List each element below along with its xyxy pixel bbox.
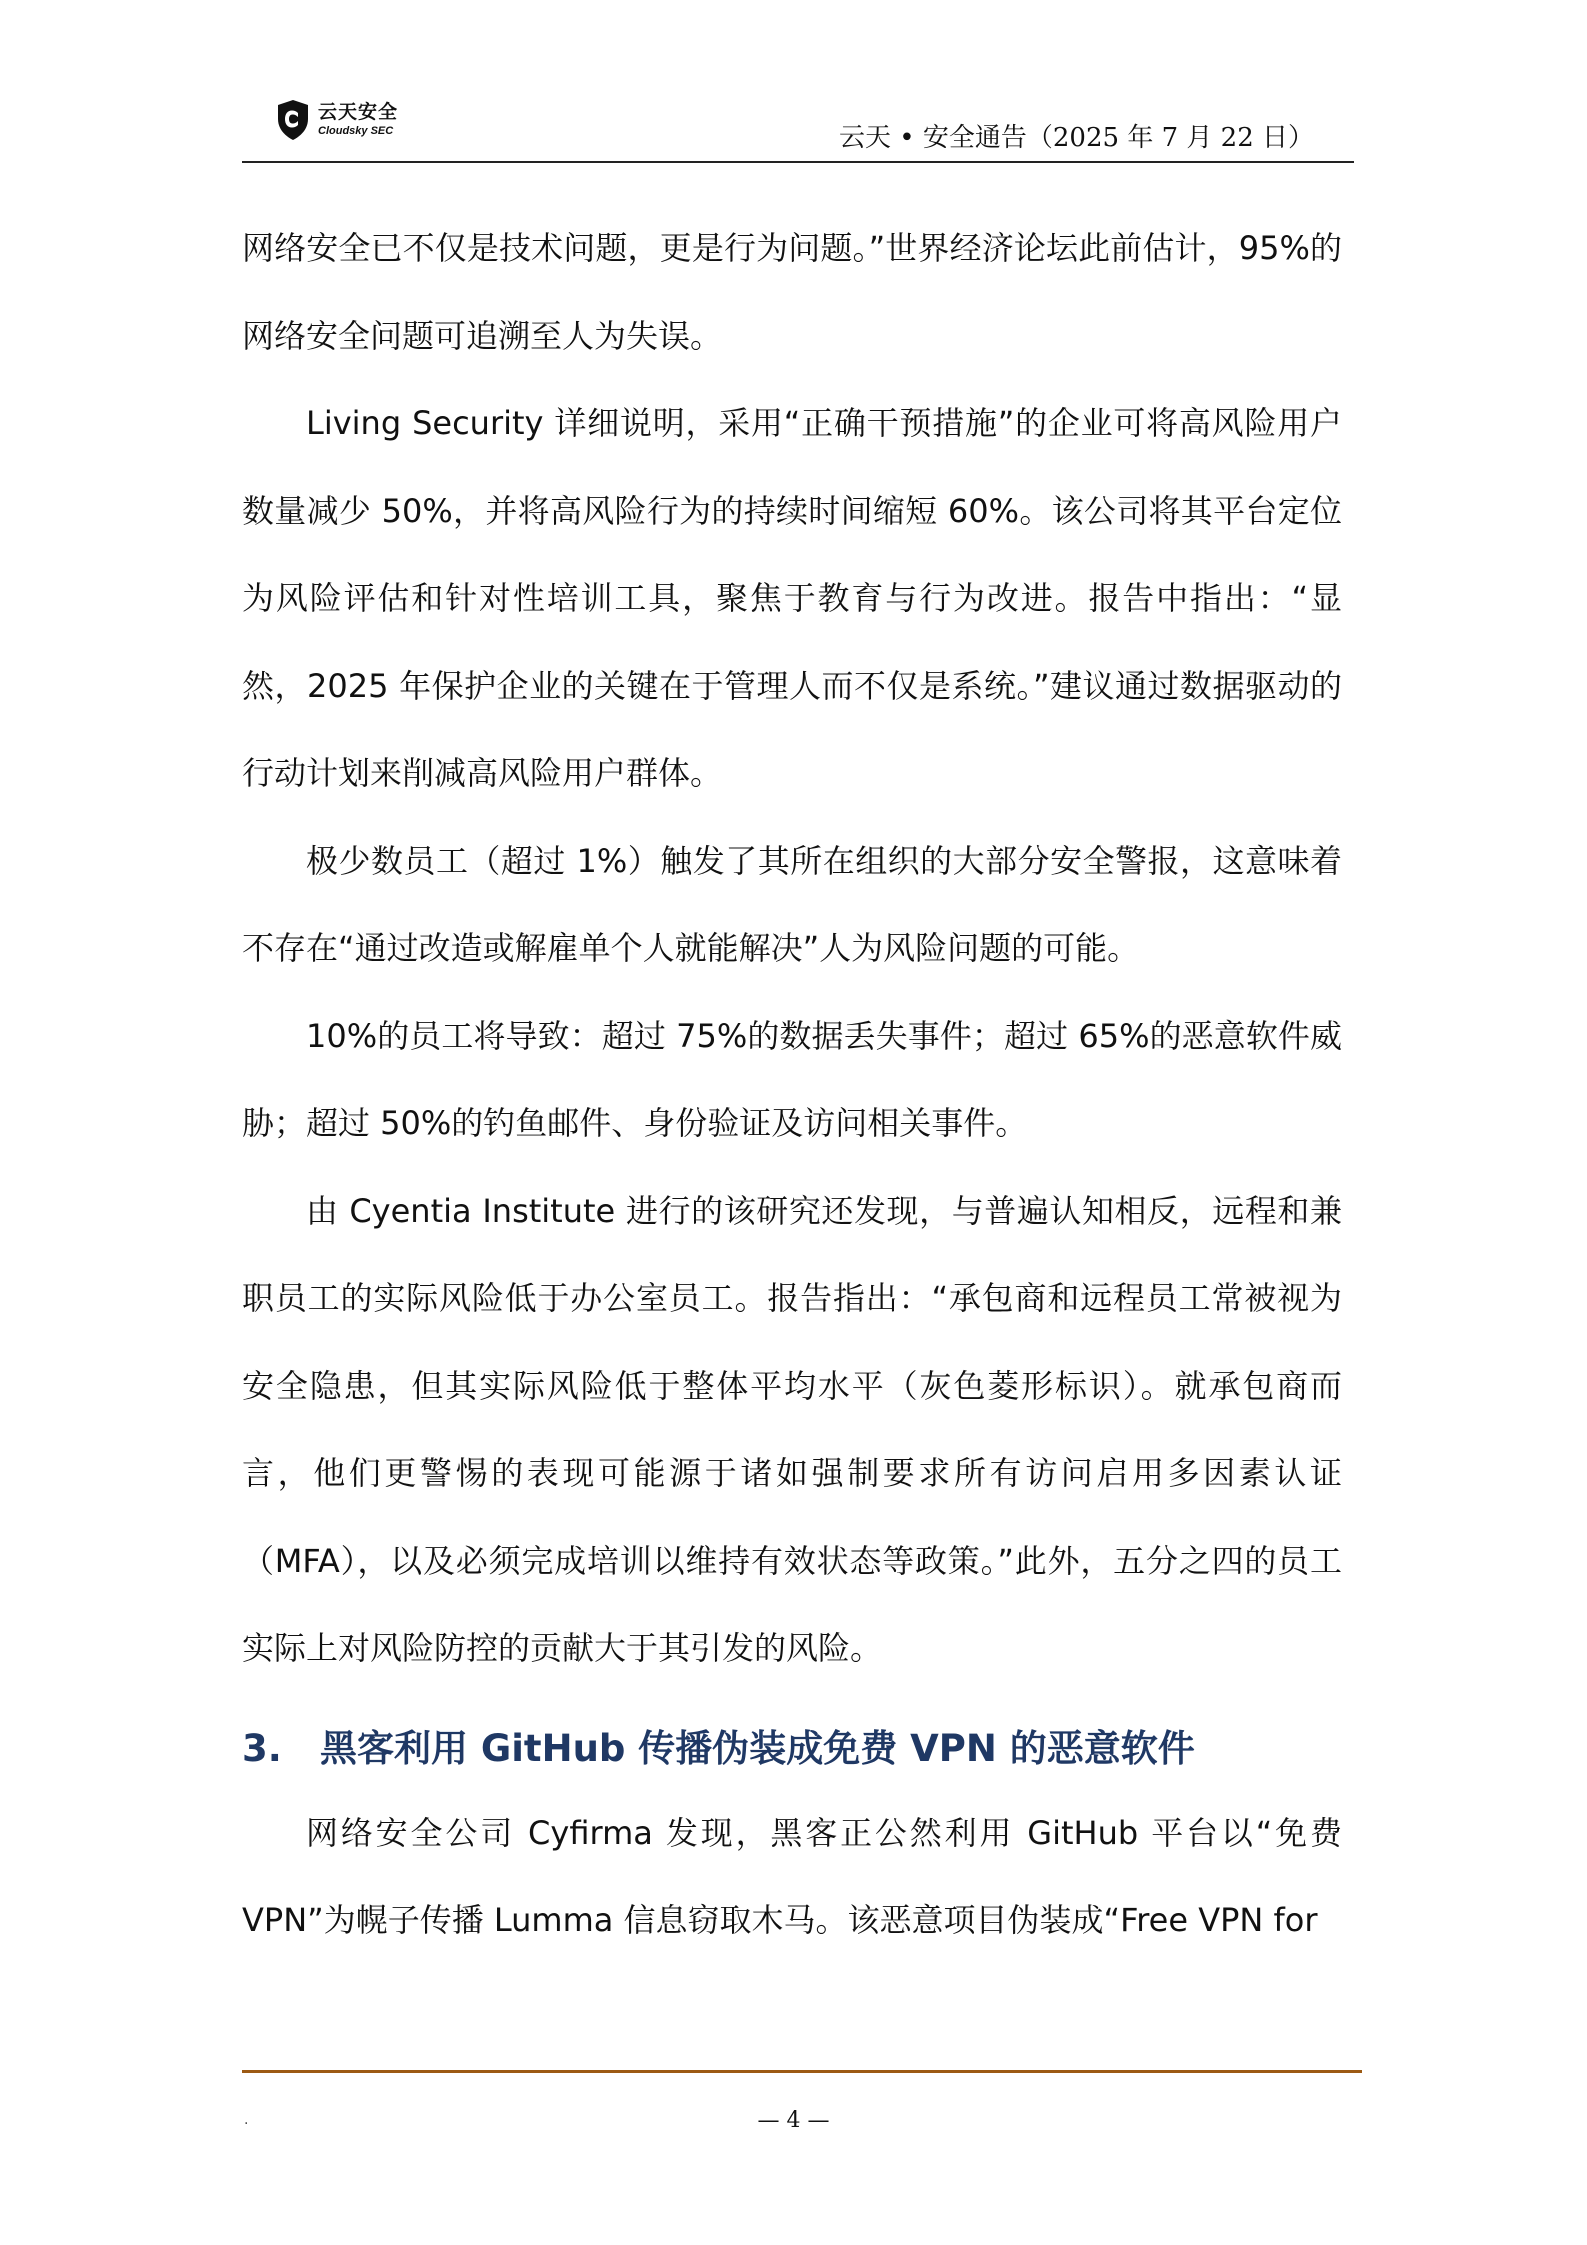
- paragraph: Living Security 详细说明，采用“正确干预措施”的企业可将高风险用户数量减少 50%，并将高风险行为的持续时间缩短 60%。该公司将其平台定位为风险评估和针对性培训工具，聚焦于教育与行为改进。报告中指出：“显然，2025 年保护企业的关键在于管理人而不仅是系统。”建议通过数据驱动的行动计划来削减高风险用户群体。: [242, 404, 1342, 792]
- logo-chinese-text: 云天安全: [318, 101, 399, 123]
- section-heading: [242, 1708, 1342, 1790]
- paragraph: 由 Cyentia Institute 进行的该研究还发现，与普遍认知相反，远程和兼职员工的实际风险低于办公室员工。报告指出：“承包商和远程员工常被视为安全隐患，但其实际风险低于整体平均水平（灰色菱形标识）。就承包商而言，他们更警惕的表现可能源于诸如强制要求所有访问启用多因素认证（MFA），以及必须完成培训以维持有效状态等政策。”此外，五分之四的员工实际上对风险防控的贡献大于其引发的风险。: [242, 1191, 1342, 1667]
- bulletin-title: 云天 • 安全通告（2025 年 7 月 22 日）: [839, 123, 1314, 153]
- section-number: 3.: [242, 1726, 282, 1770]
- paragraph: 网络安全公司 Cyfirma 发现，黑客正公然利用 GitHub 平台以“免费VPN”为幌子传播 Lumma 信息窃取木马。该恶意项目伪装成“Free VPN for: [242, 1813, 1342, 1939]
- paragraph: 10%的员工将导致：超过 75%的数据丢失事件；超过 65%的恶意软件威胁；超过 50%的钓鱼邮件、身份验证及访问相关事件。: [242, 1016, 1342, 1142]
- paragraph: 极少数员工（超过 1%）触发了其所在组织的大部分安全警报，这意味着不存在“通过改造或解雇单个人就能解决”人为风险问题的可能。: [242, 841, 1342, 967]
- company-logo: [276, 99, 398, 141]
- shield-logo-icon: [276, 99, 310, 141]
- page-header: [242, 95, 1354, 163]
- paragraph: 网络安全已不仅是技术问题，更是行为问题。”世界经济论坛此前估计，95%的网络安全问题可追溯至人为失误。: [242, 229, 1342, 355]
- footer-mark: .: [244, 2112, 249, 2128]
- section-title: 黑客利用 GitHub 传播伪装成免费 VPN 的恶意软件: [320, 1726, 1195, 1770]
- document-body: [242, 205, 1342, 1965]
- page-number: — 4 —: [757, 2108, 830, 2133]
- footer-divider: [242, 2070, 1362, 2073]
- logo-english-text: Cloudsky SEC: [318, 125, 394, 137]
